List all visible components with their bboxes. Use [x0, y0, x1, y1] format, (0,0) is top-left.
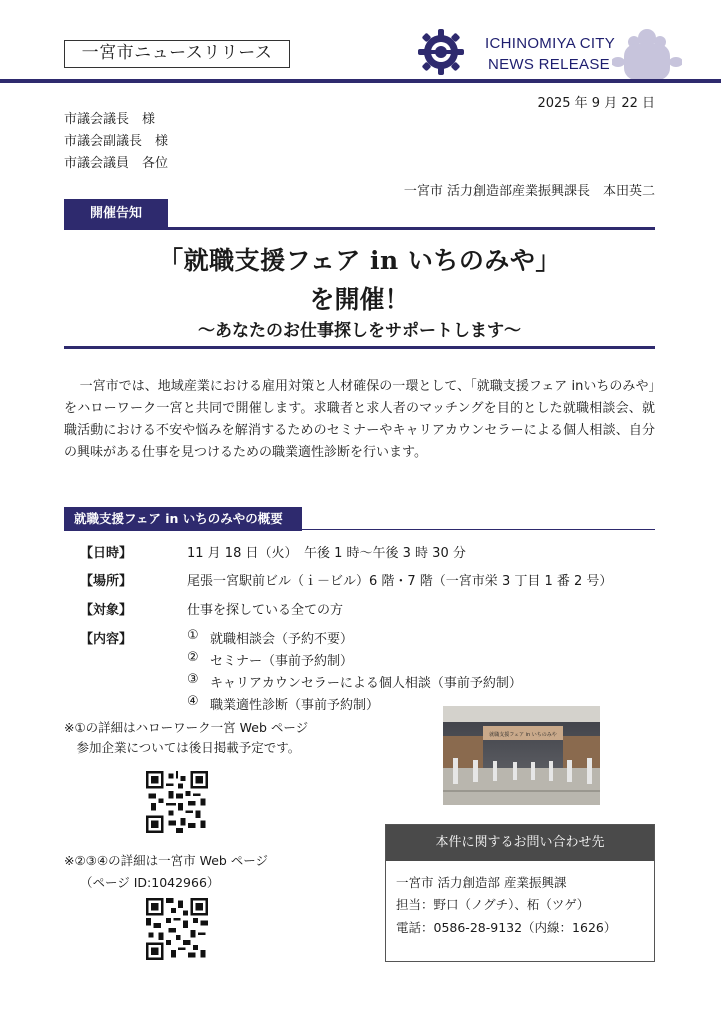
- title-rule-bottom: [64, 346, 655, 349]
- place-label: 【場所】: [80, 574, 133, 589]
- content-item: 職業適性診断（事前予約制）: [210, 698, 380, 713]
- title-rule-top: [64, 227, 655, 230]
- note-hellowork: ※①の詳細はハローワーク一宮 Web ページ: [64, 720, 309, 735]
- addressee-vice-chair: 市議会副議長 様: [64, 134, 169, 149]
- intro-line: います。: [376, 445, 427, 460]
- overview-rule: [64, 529, 655, 530]
- contact-box: [385, 824, 655, 962]
- contact-person: 担当：野口（ノグチ）、柘（ツゲ）: [396, 897, 590, 912]
- title-line-1: 「就職支援フェア in いちのみや」: [158, 246, 561, 275]
- release-date: 2025 年 9 月 22 日: [537, 96, 655, 111]
- mascot-icon: [612, 26, 682, 80]
- intro-line: いちのみや」をハローワーク一宮と共同で開催します。求職者と求人者のマッチングを目: [64, 379, 655, 416]
- content-item: キャリアカウンセラーによる個人相談（事前予約制）: [210, 676, 522, 691]
- date-value: 11 月 18 日（火） 午後 1 時～午後 3 時 30 分: [187, 546, 466, 561]
- addressee-chair: 市議会議長 様: [64, 112, 156, 127]
- qr-code-icon[interactable]: [146, 898, 208, 960]
- content-item: セミナー（事前予約制）: [210, 654, 354, 669]
- contact-heading: 本件に関するお問い合わせ先: [386, 825, 654, 861]
- venue-banner: 就職支援フェア in いちのみや: [489, 732, 557, 738]
- addressee-members: 市議会議員 各位: [64, 156, 169, 171]
- note-companies: 参加企業については後日掲載予定です。: [64, 740, 301, 755]
- contact-department: 一宮市 活力創造部 産業振興課: [396, 875, 567, 890]
- title-line-2: を開催！: [309, 285, 410, 314]
- date-label: 【日時】: [80, 546, 133, 561]
- contact-phone[interactable]: 電話：0586-28-9132（内線：1626）: [396, 920, 617, 935]
- city-emblem-icon: [415, 26, 467, 78]
- notice-tag: 開催告知: [64, 199, 168, 228]
- intro-line: 一宮市では、地域産業における雇用対策と人材確保の一環として、「就職支援フェア in: [79, 379, 584, 394]
- content-item: 就職相談会（予約不要）: [210, 632, 354, 647]
- city-name: ICHINOMIYA CITY: [485, 35, 616, 52]
- qr-code-icon[interactable]: [146, 771, 208, 833]
- header-divider: [0, 79, 721, 83]
- note-city-web: ※②③④の詳細は一宮市 Web ページ: [64, 853, 269, 868]
- sender: 一宮市 活力創造部産業振興課長 本田英二: [403, 184, 655, 199]
- content-number: ①: [187, 628, 199, 643]
- target-value: 仕事を探している全ての方: [187, 603, 344, 618]
- intro-line: 的とした就職相談会、就職活動における不安や悩みを解消するためのセミナーやキャリア: [64, 401, 655, 438]
- release-label: NEWS RELEASE: [488, 56, 610, 73]
- content-label: 【内容】: [80, 632, 133, 647]
- content-number: ②: [187, 650, 199, 665]
- subtitle: ～あなたのお仕事探しをサポートします～: [198, 321, 521, 341]
- target-label: 【対象】: [80, 603, 133, 618]
- note-page-id: （ページ ID:1042966）: [80, 875, 220, 890]
- venue-photo: [443, 706, 600, 805]
- intro-paragraph: [64, 376, 655, 464]
- content-number: ④: [187, 694, 199, 709]
- content-number: ③: [187, 672, 199, 687]
- overview-heading: 就職支援フェア in いちのみやの概要: [64, 507, 302, 531]
- intro-line: カウンセラーによる個人相談、自分の興味がある仕事を見つけるための職業適性診断を行: [64, 423, 655, 460]
- place-value: 尾張一宮駅前ビル（ｉ－ビル）6 階・7 階（一宮市栄 3 丁目 1 番 2 号）: [187, 574, 613, 589]
- news-release-label: 一宮市ニュースリリース: [64, 40, 290, 68]
